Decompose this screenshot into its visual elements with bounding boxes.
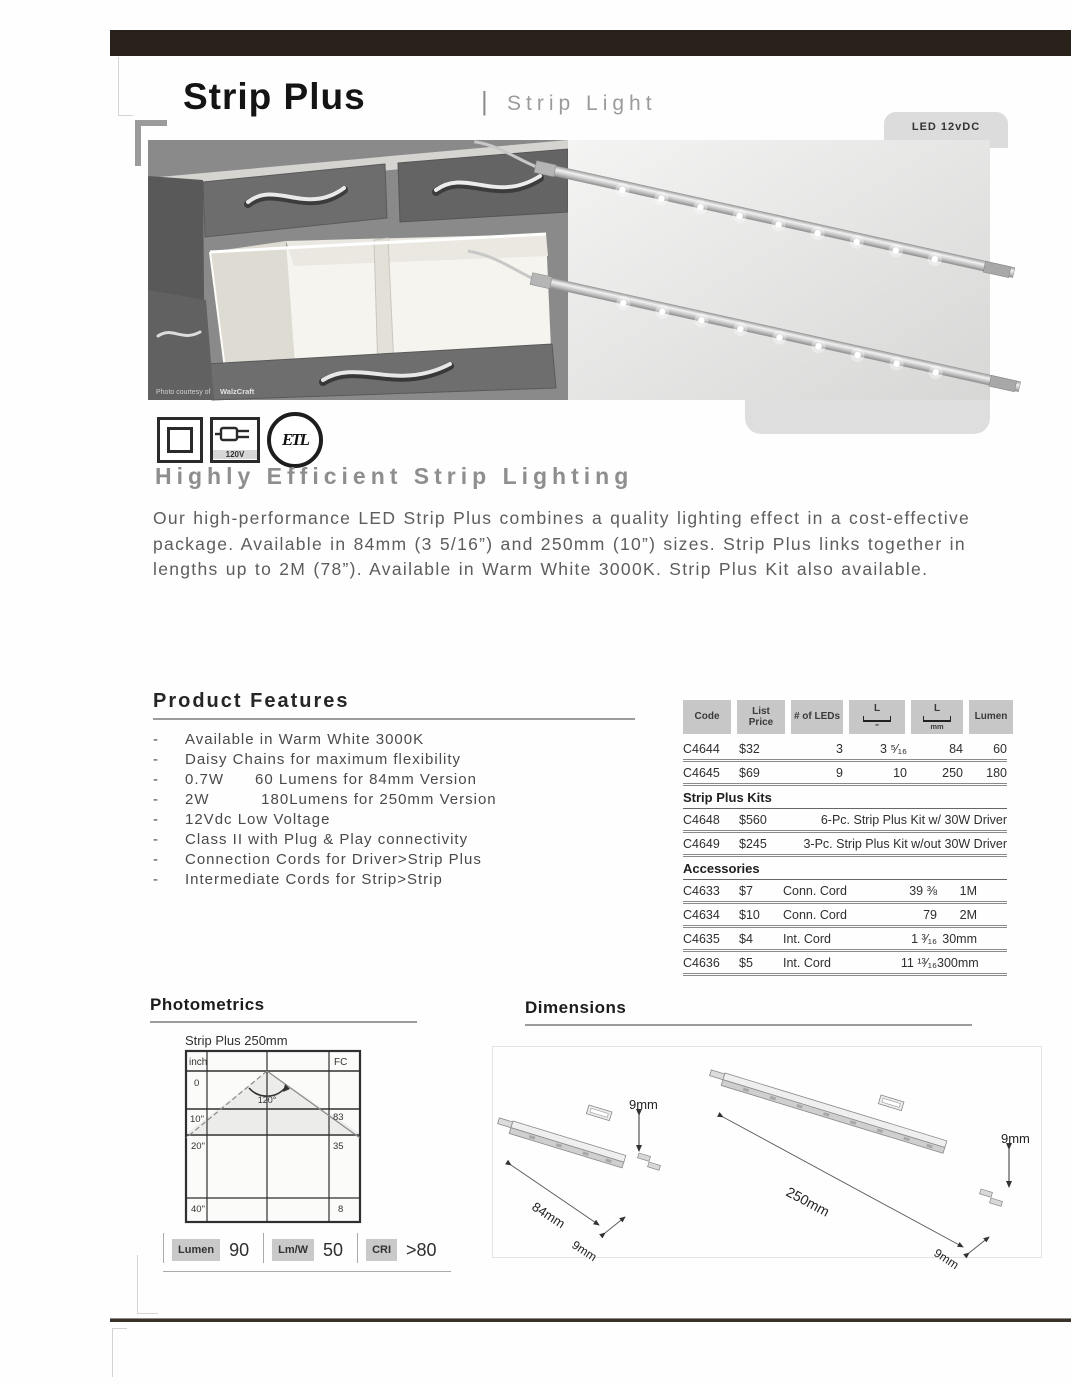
strip-250mm-drawing	[708, 1069, 1030, 1272]
photo-caption-brand: WalzCraft	[220, 387, 255, 396]
top-bar	[110, 30, 1071, 56]
plug-120v-icon	[210, 417, 260, 463]
stat-lmw: Lm/W 50	[263, 1233, 357, 1263]
kits-section-heading: Strip Plus Kits	[683, 786, 1007, 809]
table-row: C4649 $245 3-Pc. Strip Plus Kit w/out 30W Driver	[683, 833, 1007, 857]
feature-item: - 2W 180Lumens for 250mm Version	[153, 791, 497, 808]
dimension-bracket-icon	[923, 716, 951, 722]
features-rule	[153, 718, 635, 720]
fc-value-2: 8	[338, 1204, 344, 1215]
feature-item: - Daisy Chains for maximum flexibility	[153, 751, 462, 768]
footer-rule	[110, 1318, 1071, 1322]
product-features	[153, 690, 637, 890]
dim-250-height-label: 9mm	[1001, 1131, 1030, 1146]
col-code: Code	[683, 700, 731, 734]
table-row: C4635 $4 Int. Cord 1 ³⁄₁₆ 30mm	[683, 928, 1007, 952]
dimensions-figure	[492, 1046, 1042, 1273]
table-row: C4644 $32 3 3 ⁵⁄₁₆ 84 60	[683, 738, 1007, 762]
features-list	[153, 730, 637, 890]
dimension-bracket-icon	[863, 716, 891, 722]
photometric-chart	[185, 1050, 363, 1226]
feature-item: - Connection Cords for Driver>Strip Plus	[153, 851, 482, 868]
crop-mark-top-left	[118, 57, 133, 116]
unit-left-label: inch	[189, 1057, 208, 1068]
features-heading: Product Features	[153, 690, 350, 712]
unit-right-label: FC	[334, 1057, 348, 1068]
dimensions-drawing	[493, 1047, 1041, 1273]
dimensions-rule	[525, 1024, 972, 1026]
dim-84-length-label: 84mm	[529, 1198, 568, 1232]
photo-caption: Photo courtesy of	[156, 389, 211, 396]
dim-84-depth-label: 9mm	[569, 1237, 600, 1265]
photometrics-heading: Photometrics	[150, 995, 265, 1014]
product-category: Strip Light	[507, 92, 657, 115]
accessories-section-heading: Accessories	[683, 857, 1007, 880]
photometric-chart-title: Strip Plus 250mm	[185, 1033, 288, 1048]
table-row: C4634 $10 Conn. Cord 79 2M	[683, 904, 1007, 928]
dim-250-length-label: 250mm	[783, 1183, 833, 1220]
plug-voltage-label: 120V	[213, 450, 257, 459]
intro-paragraph: Our high-performance LED Strip Plus combines a quality lighting effect in a cost-effective package. Available in 84mm (3 5/16”) and 250mm (10”) sizes. Strip Plus links together in lengths up to 2M (78”). Available in Warm White 3000K. Strip Plus Kit also available.	[153, 508, 971, 580]
col-num-leds: # of LEDs	[791, 700, 843, 734]
feature-item: - Intermediate Cords for Strip>Strip	[153, 871, 443, 888]
photometrics-rule	[150, 1021, 417, 1023]
crop-mark-bottom-left-2	[112, 1328, 127, 1377]
table-row: C4645 $69 9 10 250 180	[683, 762, 1007, 786]
photo-panel-extension	[745, 396, 990, 434]
table-row: C4636 $5 Int. Cord 11 ¹³⁄₁₆ 300mm	[683, 952, 1007, 976]
fc-value-0: 83	[333, 1112, 344, 1123]
dimensions-heading: Dimensions	[525, 998, 627, 1017]
fc-value-1: 35	[333, 1141, 344, 1152]
class-ii-icon	[157, 417, 203, 463]
title-separator: |	[481, 86, 488, 116]
drawer-photo	[148, 140, 568, 400]
crop-mark-bottom-left-1	[137, 1255, 158, 1314]
product-title: Strip Plus	[183, 76, 366, 117]
stat-cri: CRI >80	[357, 1233, 451, 1263]
intro-heading: Highly Efficient Strip Lighting	[155, 463, 634, 489]
table-row: C4633 $7 Conn. Cord 39 ⅜ 1M	[683, 880, 1007, 904]
feature-item: - 12Vdc Low Voltage	[153, 811, 331, 828]
dim-250-depth-label: 9mm	[931, 1245, 962, 1273]
feature-item: - 0.7W 60 Lumens for 84mm Version	[153, 771, 477, 788]
distance-20: 20"	[191, 1141, 205, 1152]
col-lumen: Lumen	[969, 700, 1013, 734]
strip-84mm-drawing	[496, 1097, 661, 1264]
led-voltage-badge: LED 12vDC	[884, 112, 1008, 148]
spec-table-header	[683, 700, 1007, 734]
distance-10: 10"	[190, 1114, 204, 1125]
photometric-stats	[163, 1233, 451, 1272]
distance-40: 40"	[191, 1204, 205, 1215]
feature-item: - Class II with Plug & Play connectivity	[153, 831, 469, 848]
beam-angle-label: 120°	[257, 1095, 277, 1105]
col-list-price: List Price	[737, 700, 785, 734]
table-row: C4648 $560 6-Pc. Strip Plus Kit w/ 30W Driver	[683, 809, 1007, 833]
certification-badges	[157, 412, 323, 468]
product-photo	[148, 140, 990, 400]
etl-icon: ETL	[267, 412, 323, 468]
dim-84-height-label: 9mm	[629, 1097, 658, 1112]
stat-lumen: Lumen 90	[163, 1233, 263, 1263]
col-length-in: L ″	[849, 700, 905, 734]
spec-table	[683, 700, 1007, 976]
strip-photo	[568, 140, 990, 400]
distance-0: 0	[194, 1078, 200, 1089]
feature-item: - Available in Warm White 3000K	[153, 731, 425, 748]
col-length-mm: L mm	[911, 700, 963, 734]
